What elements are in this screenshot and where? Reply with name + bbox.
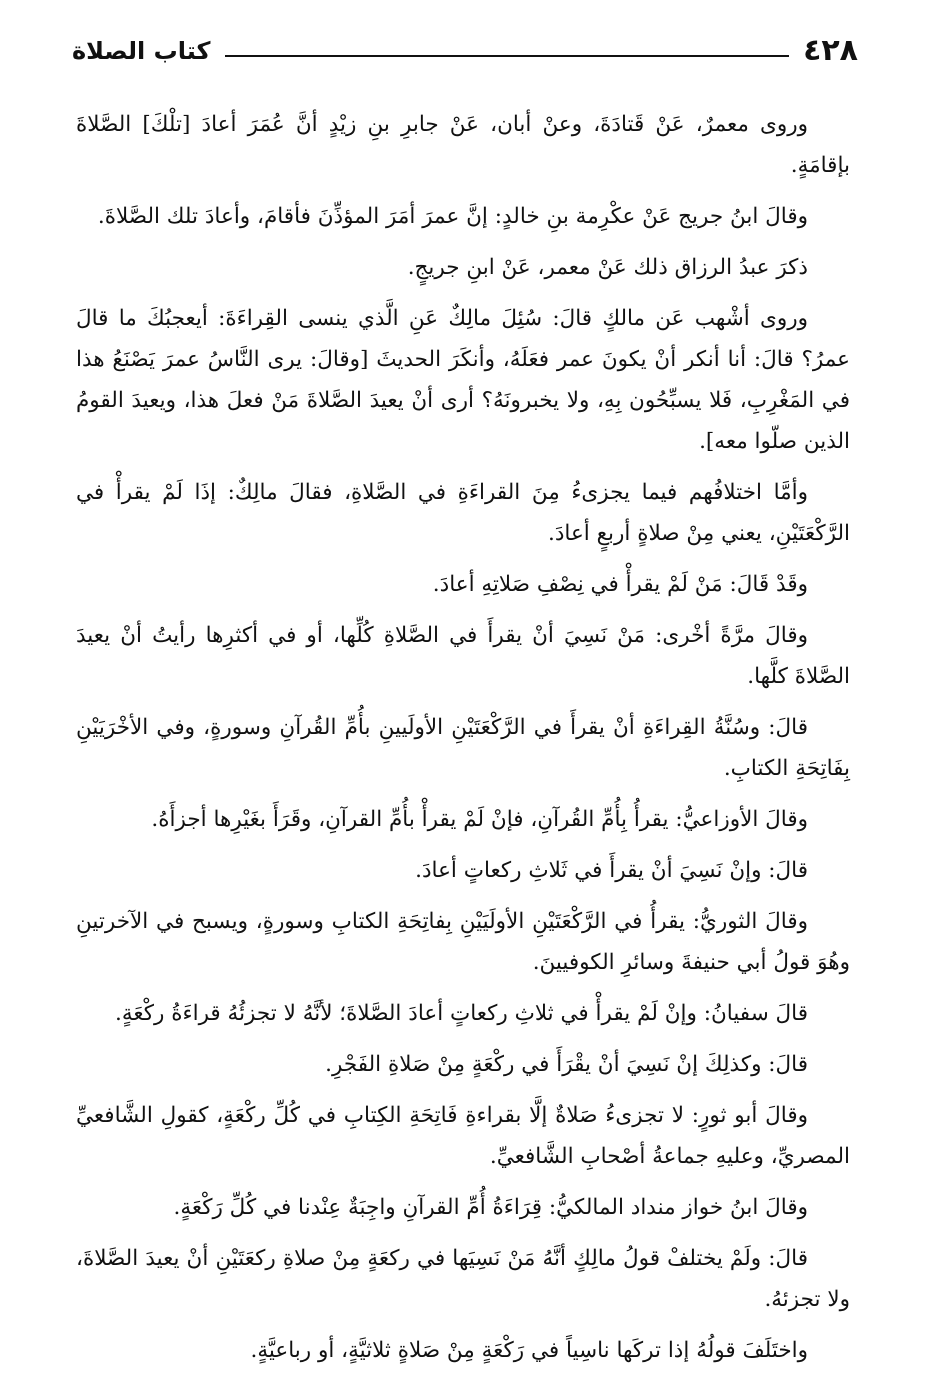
paragraph: قالَ: وسُنَّةُ القِراءَةِ أنْ يقرأَ في الرَّكْعَتَيْنِ الأولَيينِ بأُمِّ القُرآنِ وسورةٍ، وفي الأخْرَيَيْنِ بِفَاتِحَةِ الكتابِ. bbox=[76, 715, 850, 781]
paragraph: ذكرَ عبدُ الرزاق ذلك عَنْ معمر، عَنْ ابنِ جريجٍ. bbox=[407, 255, 808, 280]
paragraph: وقالَ ابنُ جريج عَنْ عكْرِمة بنِ خالدٍ: إنَّ عمرَ أمَرَ المؤذِّنَ فأقامَ، وأعادَ تلك الصَّلاةَ. bbox=[97, 204, 808, 229]
paragraph: وأمَّا اختلافُهم فيما يجزىءُ مِنَ القراءَةِ في الصَّلاةِ، فقالَ مالِكٌ: إذَا لَمْ يقرأْ في الرَّكْعَتَيْنِ، يعني مِنْ صلاةٍ أربعٍ أعادَ. bbox=[76, 480, 850, 546]
paragraph: قالَ: وإنْ نَسِيَ أنْ يقرأَ في ثَلاثِ ركعاتٍ أعادَ. bbox=[415, 858, 808, 883]
header-rule bbox=[225, 55, 790, 57]
paragraph: قالَ سفيانُ: وإنْ لَمْ يقرأْ في ثلاثِ ركعاتٍ أعادَ الصَّلاةَ؛ لأنَّهُ لا تجزئُهُ قراءَةُ ركْعَةٍ. bbox=[115, 1001, 808, 1026]
page-number: ٤٢٨ bbox=[803, 33, 858, 68]
paragraph: وقالَ الأوزاعيُّ: يقرأُ بِأُمِّ القُرآنِ، فإنْ لَمْ يقرأْ بأُمِّ القرآنِ، وقَرَأَ بغَيْرِها أجزأَهُ. bbox=[151, 807, 808, 832]
paragraph: قالَ: وكذلِكَ إنْ نَسِيَ أنْ يقْرَأَ في ركْعَةٍ مِنْ صَلاةِ الفَجْرِ. bbox=[325, 1052, 808, 1077]
book-title: كتاب الصلاة bbox=[72, 37, 211, 65]
paragraph: واختَلَفَ قولُهُ إذا تركَها ناسِياً في رَكْعَةٍ مِنْ صَلاةٍ ثلاثيَّةٍ، أو رباعيَّةٍ. bbox=[250, 1338, 808, 1363]
running-header bbox=[72, 30, 858, 72]
paragraph: وقالَ أبو ثورٍ: لا تجزىءُ صَلاةٌ إلَّا بقراءةِ فَاتِحَةِ الكِتابِ في كُلِّ ركْعَةٍ، كقولِ الشَّافعيِّ المصريِّ، وعليهِ جماعةُ أصْحابِ الشَّافعيِّ. bbox=[76, 1103, 850, 1169]
paragraph: وقالَ ابنُ خواز منداد المالكيُّ: قِرَاءَةُ أُمِّ القرآنِ واجِبَةٌ عِنْدنا في كُلِّ رَكْعَةٍ. bbox=[173, 1195, 808, 1220]
paragraph: وروى أشْهب عَن مالكٍ قالَ: سُئِلَ مالِكٌ عَنِ الَّذي ينسى القِراءَةَ: أيعجبُكَ ما قالَ عمرُ؟ قالَ: أنا أنكر أنْ يكونَ عمر فعَلَهُ، وأنكَرَ الحديثَ [وقالَ: يرى النَّاسُ عمرَ يَصْنَعُ هذا في المَغْرِبِ، فَلا يسبِّحُون بِهِ، ولا يخبرونَهُ؟ أرى أنْ يعيدَ الصَّلاةَ مَنْ فعلَ هذا، ويعيدَ القومُ الذين صلّوا معه]. bbox=[76, 306, 850, 454]
paragraph: وقَدْ قَالَ: مَنْ لَمْ يقرأْ في نِصْفِ صَلاتِهِ أعادَ. bbox=[432, 572, 808, 597]
body-text bbox=[76, 104, 850, 1381]
paragraph: قالَ: ولَمْ يختلفْ قولُ مالِكٍ أنَّهُ مَنْ نَسِيَها في ركعَةٍ مِنْ صلاةِ ركعَتَيْنِ أنْ يعيدَ الصَّلاةَ، ولا تجزئهُ. bbox=[76, 1246, 850, 1312]
paragraph: وقالَ الثوريُّ: يقرأُ في الرَّكْعَتَيْنِ الأولَيَيْنِ بِفاتِحَةِ الكتابِ وسورةٍ، ويسبح في الآخرتينِ وهُوَ قولُ أبي حنيفةَ وسائرِ الكوفيينَ. bbox=[76, 909, 850, 975]
paragraph: وروى معمرٌ، عَنْ قَتادَةَ، وعنْ أبان، عَنْ جابرِ بنِ زيْدٍ أنَّ عُمَرَ أعادَ [تلْكَ] الصَّلاةَ بإقامَةٍ. bbox=[76, 112, 850, 178]
paragraph: وقالَ مرَّةً أخْرى: مَنْ نَسِيَ أنْ يقرأَ في الصَّلاةِ كُلِّها، أو في أكثرِها رأيتُ أنْ يعيدَ الصَّلاةَ كلَّها. bbox=[76, 623, 850, 689]
